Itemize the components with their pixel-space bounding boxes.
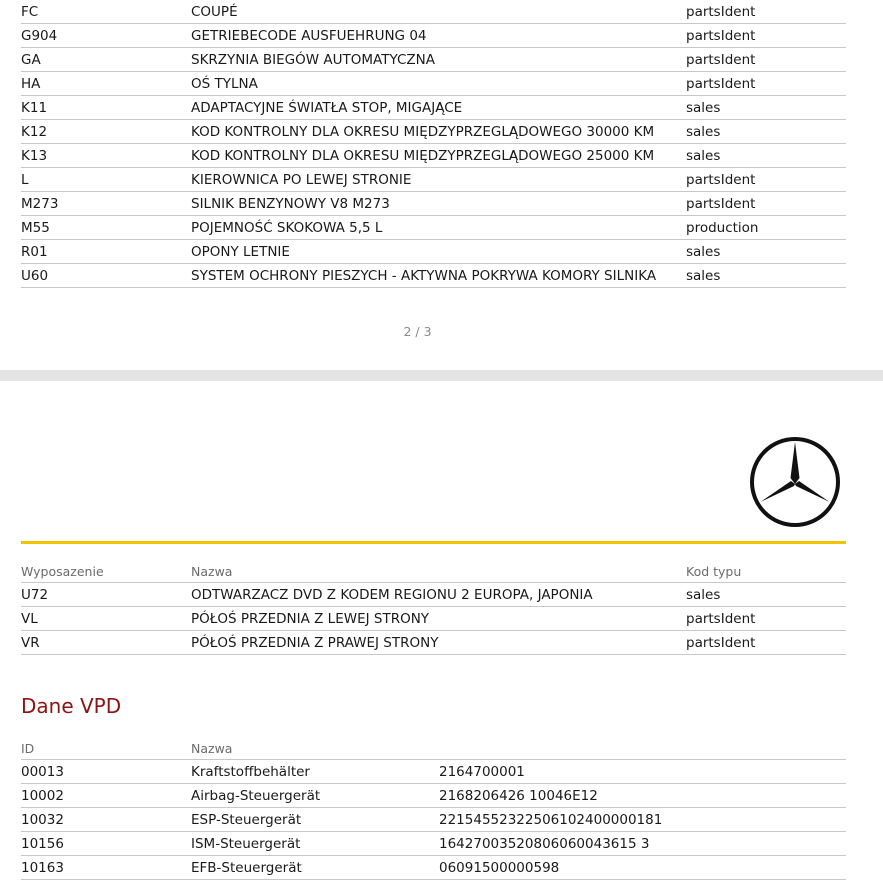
column-header-name: Nazwa: [191, 734, 439, 760]
type-code-cell: sales: [686, 144, 846, 168]
equipment-code-cell: VR: [21, 631, 191, 655]
mercedes-star-icon: [749, 436, 841, 528]
table-row: [21, 240, 846, 264]
document-page-3: [0, 381, 883, 880]
equipment-name-cell: SKRZYNIA BIEGÓW AUTOMATYCZNA: [191, 48, 686, 72]
vpd-name-cell: Kraftstoffbehälter: [191, 760, 439, 784]
equipment-code-cell: HA: [21, 72, 191, 96]
equipment-code-cell: M273: [21, 192, 191, 216]
equipment-code-cell: K13: [21, 144, 191, 168]
column-header-name: Nazwa: [191, 557, 686, 583]
table-row: [21, 760, 846, 784]
page-number: 2 / 3: [403, 324, 432, 339]
vpd-name-cell: ESP-Steuergerät: [191, 808, 439, 832]
equipment-name-cell: PÓŁOŚ PRZEDNIA Z LEWEJ STRONY: [191, 607, 686, 631]
type-code-cell: sales: [686, 96, 846, 120]
column-header-id: ID: [21, 734, 191, 760]
equipment-table: [21, 557, 846, 655]
equipment-code-cell: GA: [21, 48, 191, 72]
page-separator: [0, 370, 883, 381]
table-row: [21, 120, 846, 144]
type-code-cell: partsIdent: [686, 0, 846, 24]
table-row: [21, 0, 846, 24]
equipment-name-cell: OŚ TYLNA: [191, 72, 686, 96]
equipment-code-cell: K12: [21, 120, 191, 144]
vpd-number-cell: 2164700001: [439, 760, 846, 784]
type-code-cell: sales: [686, 264, 846, 288]
equipment-code-cell: G904: [21, 24, 191, 48]
vpd-section-title: Dane VPD: [21, 694, 122, 718]
type-code-cell: sales: [686, 240, 846, 264]
header-accent-line: [21, 541, 846, 544]
table-row: [21, 784, 846, 808]
equipment-code-cell: U72: [21, 583, 191, 607]
table-row: [21, 832, 846, 856]
table-row: [21, 96, 846, 120]
equipment-code-cell: L: [21, 168, 191, 192]
vpd-id-cell: 10163: [21, 856, 191, 880]
type-code-cell: partsIdent: [686, 48, 846, 72]
table-row: [21, 168, 846, 192]
table-row: [21, 607, 846, 631]
table-row: [21, 264, 846, 288]
table-row: [21, 48, 846, 72]
type-code-cell: partsIdent: [686, 168, 846, 192]
table-row: [21, 144, 846, 168]
equipment-name-cell: POJEMNOŚĆ SKOKOWA 5,5 L: [191, 216, 686, 240]
table-row: [21, 856, 846, 880]
type-code-cell: partsIdent: [686, 24, 846, 48]
equipment-name-cell: SYSTEM OCHRONY PIESZYCH - AKTYWNA POKRYWA KOMORY SILNIKA: [191, 264, 686, 288]
table-row: [21, 72, 846, 96]
equipment-code-cell: K11: [21, 96, 191, 120]
equipment-name-cell: ADAPTACYJNE ŚWIATŁA STOP, MIGAJĄCE: [191, 96, 686, 120]
vpd-name-cell: Airbag-Steuergerät: [191, 784, 439, 808]
equipment-name-cell: SILNIK BENZYNOWY V8 M273: [191, 192, 686, 216]
equipment-name-cell: KIEROWNICA PO LEWEJ STRONIE: [191, 168, 686, 192]
vpd-id-cell: 10002: [21, 784, 191, 808]
vpd-id-cell: 00013: [21, 760, 191, 784]
table-row: [21, 631, 846, 655]
type-code-cell: partsIdent: [686, 607, 846, 631]
type-code-cell: partsIdent: [686, 72, 846, 96]
equipment-code-cell: FC: [21, 0, 191, 24]
vpd-name-cell: EFB-Steuergerät: [191, 856, 439, 880]
vpd-table: [21, 734, 846, 880]
type-code-cell: sales: [686, 583, 846, 607]
table-row: [21, 192, 846, 216]
table-row: [21, 808, 846, 832]
equipment-name-cell: OPONY LETNIE: [191, 240, 686, 264]
equipment-name-cell: PÓŁOŚ PRZEDNIA Z PRAWEJ STRONY: [191, 631, 686, 655]
type-code-cell: partsIdent: [686, 631, 846, 655]
vpd-number-cell: 2168206426 10046E12: [439, 784, 846, 808]
equipment-name-cell: COUPÉ: [191, 0, 686, 24]
equipment-code-cell: U60: [21, 264, 191, 288]
table-row: [21, 24, 846, 48]
column-header-number: [439, 734, 846, 760]
table-row: [21, 216, 846, 240]
equipment-code-cell: M55: [21, 216, 191, 240]
vpd-number-cell: 16427003520806060043615 3: [439, 832, 846, 856]
equipment-code-cell: VL: [21, 607, 191, 631]
vpd-number-cell: 06091500000598: [439, 856, 846, 880]
table-row: [21, 583, 846, 607]
column-header-equipment: Wyposazenie: [21, 557, 191, 583]
type-code-cell: sales: [686, 120, 846, 144]
equipment-name-cell: ODTWARZACZ DVD Z KODEM REGIONU 2 EUROPA, JAPONIA: [191, 583, 686, 607]
vpd-number-cell: 22154552322506102400000181: [439, 808, 846, 832]
column-header-type-code: Kod typu: [686, 557, 846, 583]
vpd-id-cell: 10032: [21, 808, 191, 832]
document-page-2: [0, 0, 883, 370]
vpd-name-cell: ISM-Steuergerät: [191, 832, 439, 856]
type-code-cell: partsIdent: [686, 192, 846, 216]
type-code-cell: production: [686, 216, 846, 240]
vpd-id-cell: 10156: [21, 832, 191, 856]
equipment-name-cell: KOD KONTROLNY DLA OKRESU MIĘDZYPRZEGLĄDOWEGO 25000 KM: [191, 144, 686, 168]
equipment-name-cell: GETRIEBECODE AUSFUEHRUNG 04: [191, 24, 686, 48]
equipment-name-cell: KOD KONTROLNY DLA OKRESU MIĘDZYPRZEGLĄDOWEGO 30000 KM: [191, 120, 686, 144]
equipment-table-continued: [21, 0, 846, 288]
equipment-code-cell: R01: [21, 240, 191, 264]
